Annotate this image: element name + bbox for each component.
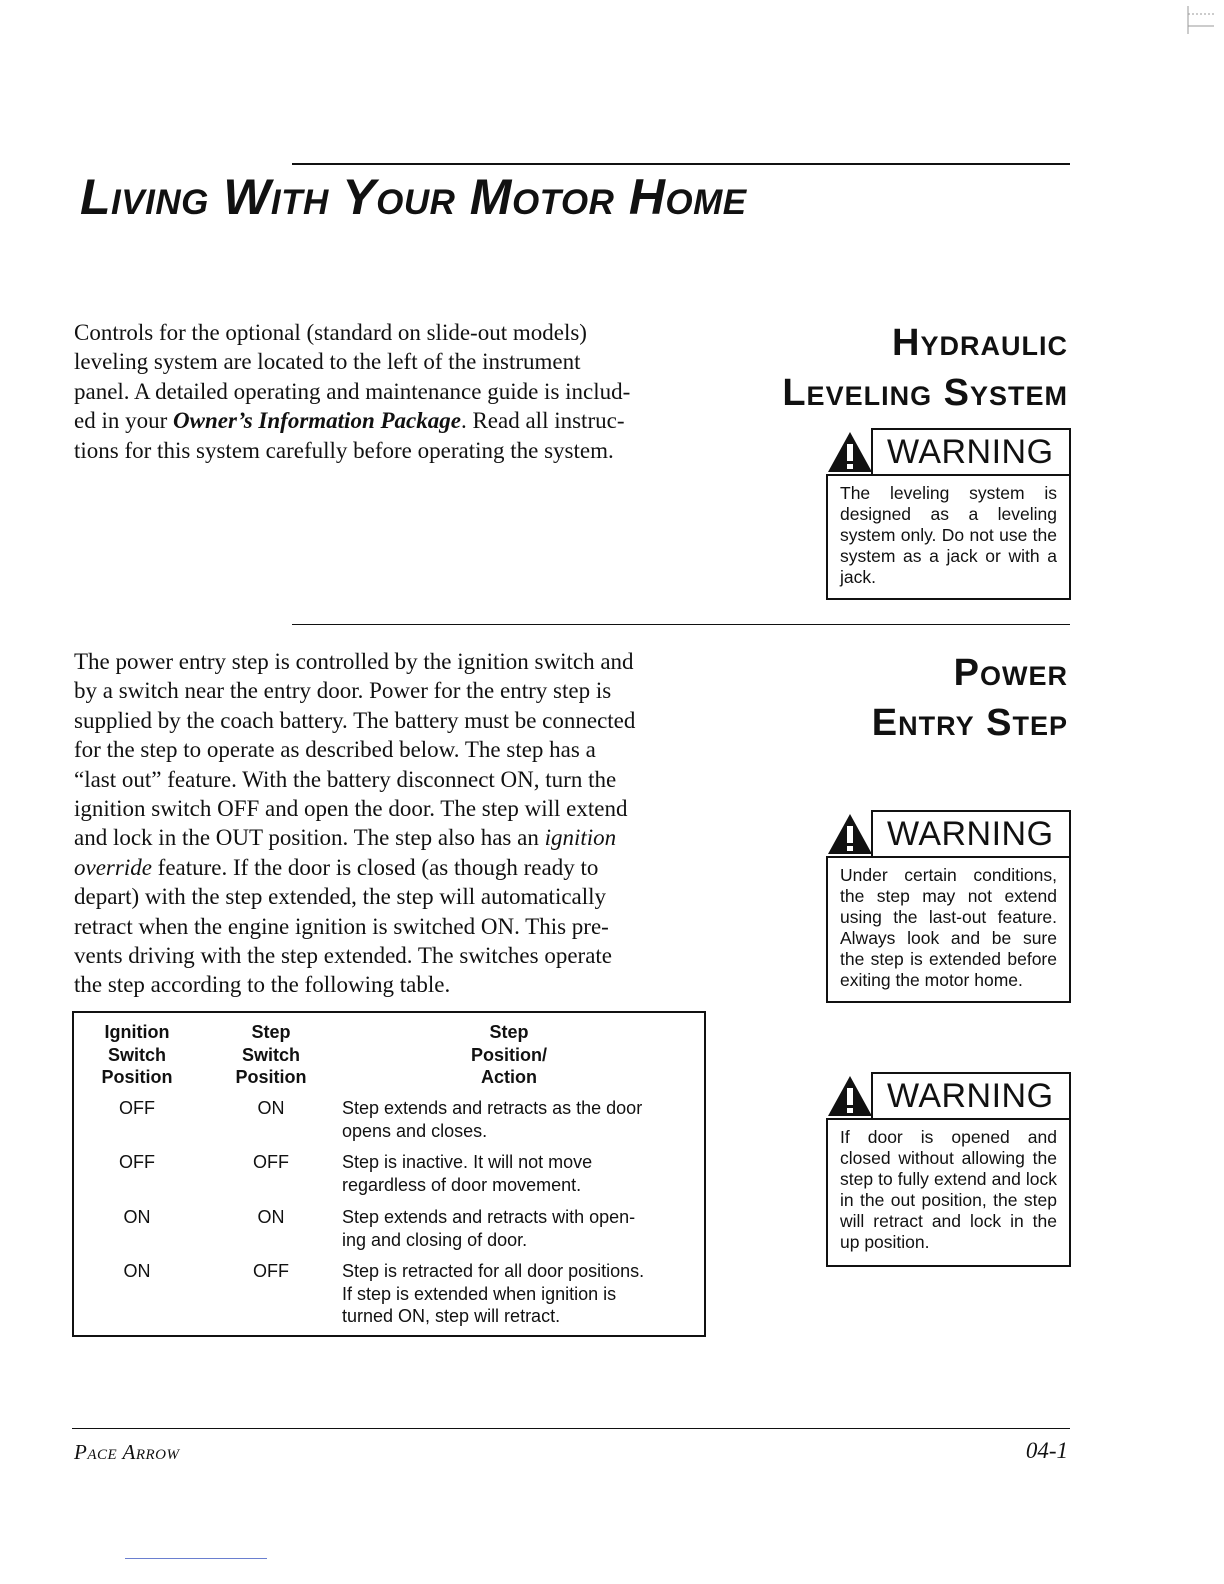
power-step-heading — [872, 648, 1068, 748]
chapter-title: Living With Your Motor Home — [80, 169, 747, 225]
text-line: ignition switch OFF and open the door. The step will extend — [74, 796, 628, 822]
step-operation-table — [72, 1011, 706, 1337]
heading-line: Entry Step — [871, 702, 1068, 744]
warning-header — [826, 1072, 1071, 1118]
warning-text: The leveling system is designed as a leveling system only. Do not use the system as a jack or with a jack. — [826, 474, 1071, 600]
ignition-column-header: Ignition Switch Position — [101, 1022, 173, 1087]
step-switch-column-header: Step Switch Position — [235, 1022, 307, 1087]
text-line: vents driving with the step extended. The switches operate — [74, 943, 613, 969]
scan-artifact-line — [125, 1558, 267, 1559]
table-cell-ignition: OFF — [119, 1152, 155, 1172]
text-line: ed in your Owner’s Information Package. Read all instruc- — [74, 408, 625, 434]
text-line: The power entry step is controlled by the ignition switch and — [74, 649, 634, 674]
warning-text: Under certain conditions, the step may not extend using the last-out feature. Always look and be sure the step is extended before exiting the motor home. — [826, 856, 1071, 1003]
hydraulic-heading — [782, 318, 1068, 418]
scan-corner-mark-icon — [1184, 4, 1216, 44]
footer-rule — [72, 1428, 1070, 1429]
warning-triangle-icon — [826, 430, 874, 474]
warning-text: If door is opened and closed without allowing the step to fully extend and lock in the out position, the step will retract and lock in the up position. — [826, 1118, 1071, 1267]
page-number: 04-1 — [1025, 1438, 1068, 1463]
text-line: for the step to operate as described below. The step has a — [74, 737, 596, 763]
text-line: “last out” feature. With the battery disconnect ON, turn the — [74, 766, 617, 792]
warning-triangle-icon — [826, 812, 874, 856]
heading-line: Hydraulic — [892, 322, 1068, 364]
warning-triangle-icon — [826, 1074, 874, 1118]
door-warning-box — [826, 1072, 1071, 1267]
warning-label: WARNING — [871, 1072, 1071, 1118]
table-cell-action: Step extends and retracts as the door opens and closes. — [342, 1098, 643, 1141]
leveling-warning-box — [826, 428, 1071, 600]
action-column-header: Step Position/ Action — [471, 1022, 547, 1087]
text-line: depart) with the step extended, the step will automatically — [74, 884, 607, 910]
text-line: by a switch near the entry door. Power for the entry step is — [74, 678, 612, 704]
warning-header — [826, 810, 1071, 856]
table-cell-step: OFF — [253, 1261, 289, 1281]
title-rule — [292, 163, 1070, 165]
override-term: override — [74, 854, 152, 880]
text-line: leveling system are located to the left of the instrument — [74, 349, 581, 375]
text-line: the step according to the following table. — [74, 972, 451, 998]
heading-line: Leveling System — [782, 372, 1068, 414]
text-line: Controls for the optional (standard on slide-out models) — [74, 320, 587, 345]
footer-model-name: Pace Arrow — [74, 1440, 180, 1464]
warning-label: WARNING — [871, 428, 1071, 474]
text-line: tions for this system carefully before operating the system. — [74, 437, 614, 463]
table-cell-action: Step is inactive. It will not move regardless of door movement. — [342, 1152, 593, 1195]
text-line: and lock in the OUT position. The step also has an ignition — [74, 825, 617, 851]
warning-header — [826, 428, 1071, 474]
text-line: override feature. If the door is closed (as though ready to — [74, 854, 599, 880]
text-line: panel. A detailed operating and maintenance guide is includ- — [74, 378, 631, 404]
section-rule — [292, 624, 1070, 625]
text-line: retract when the engine ignition is switched ON. This pre- — [74, 913, 609, 939]
warning-label: WARNING — [871, 810, 1071, 856]
table-cell-ignition: ON — [123, 1207, 151, 1227]
last-out-warning-box — [826, 810, 1071, 1003]
heading-line: Power — [953, 652, 1068, 694]
table-cell-action: Step is retracted for all door positions. If step is extended when ignition is turned ON, step will retract. — [342, 1261, 645, 1326]
table-cell-action: Step extends and retracts with open- ing and closing of door. — [342, 1207, 636, 1250]
table-cell-step: ON — [257, 1207, 285, 1227]
table-cell-ignition: OFF — [119, 1098, 155, 1118]
ignition-term: ignition — [544, 825, 617, 851]
table-cell-ignition: ON — [123, 1261, 151, 1281]
table-cell-step: ON — [257, 1098, 285, 1118]
hydraulic-paragraph — [74, 318, 630, 465]
power-step-paragraph — [74, 647, 635, 1000]
text-line: supplied by the coach battery. The battery must be connected — [74, 707, 636, 733]
owners-package-title: Owner’s Information Package — [173, 408, 461, 434]
table-cell-step: OFF — [253, 1152, 289, 1172]
